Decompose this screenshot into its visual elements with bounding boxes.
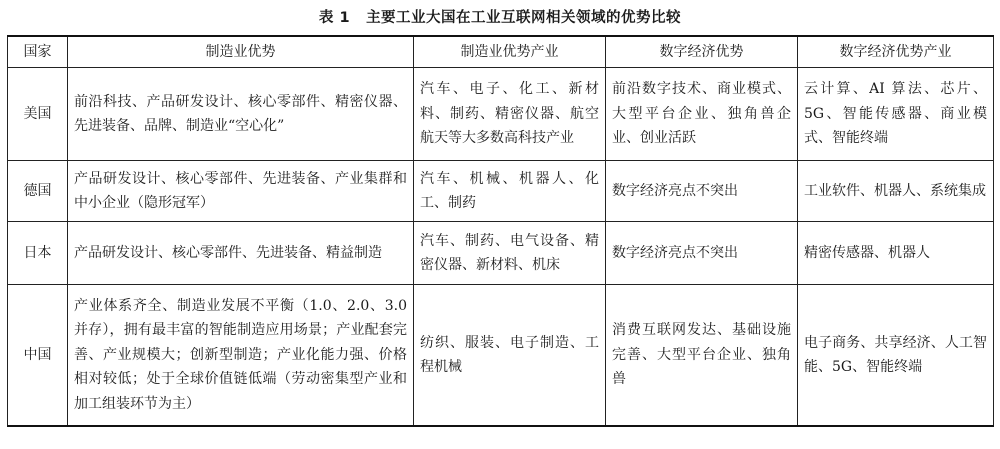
table-title: 主要工业大国在工业互联网相关领域的优势比较 xyxy=(366,10,682,26)
header-manufacturing-advantage: 制造业优势 xyxy=(68,36,414,68)
country-cell: 中国 xyxy=(8,285,68,427)
header-country: 国家 xyxy=(8,36,68,68)
manufacturing-advantage-cell: 产业体系齐全、制造业发展不平衡（1.0、2.0、3.0 并存），拥有最丰富的智能制造应用场景；产业配套完善、产业规模大；创新型制造；产业化能力强、价格相对较低；处于全球价值链低端（劳动密集型产业和加工组装环节为主） xyxy=(68,285,414,427)
header-manufacturing-industries: 制造业优势产业 xyxy=(414,36,606,68)
digital-advantage-cell: 前沿数字技术、商业模式、大型平台企业、独角兽企业、创业活跃 xyxy=(606,68,798,161)
manufacturing-industries-cell: 汽车、电子、化工、新材料、制药、精密仪器、航空航天等大多数高科技产业 xyxy=(414,68,606,161)
digital-advantage-cell: 数字经济亮点不突出 xyxy=(606,222,798,285)
manufacturing-industries-cell: 汽车、制药、电气设备、精密仪器、新材料、机床 xyxy=(414,222,606,285)
country-cell: 日本 xyxy=(8,222,68,285)
manufacturing-advantage-cell: 前沿科技、产品研发设计、核心零部件、精密仪器、先进装备、品牌、制造业“空心化” xyxy=(68,68,414,161)
table-row-germany xyxy=(8,161,994,222)
digital-industries-cell: 电子商务、共享经济、人工智能、5G、智能终端 xyxy=(798,285,994,427)
digital-advantage-cell: 数字经济亮点不突出 xyxy=(606,161,798,222)
header-digital-industries: 数字经济优势产业 xyxy=(798,36,994,68)
table-caption xyxy=(0,6,1000,27)
digital-industries-cell: 精密传感器、机器人 xyxy=(798,222,994,285)
comparison-table xyxy=(7,35,994,427)
manufacturing-industries-cell: 汽车、机械、机器人、化工、制药 xyxy=(414,161,606,222)
manufacturing-advantage-cell: 产品研发设计、核心零部件、先进装备、精益制造 xyxy=(68,222,414,285)
table-row-usa xyxy=(8,68,994,161)
country-cell: 美国 xyxy=(8,68,68,161)
table-number: 表 1 xyxy=(318,10,351,26)
country-cell: 德国 xyxy=(8,161,68,222)
table-row-china xyxy=(8,285,994,427)
digital-advantage-cell: 消费互联网发达、基础设施完善、大型平台企业、独角兽 xyxy=(606,285,798,427)
digital-industries-cell: 工业软件、机器人、系统集成 xyxy=(798,161,994,222)
manufacturing-advantage-cell: 产品研发设计、核心零部件、先进装备、产业集群和中小企业（隐形冠军） xyxy=(68,161,414,222)
header-row xyxy=(8,36,994,68)
digital-industries-cell: 云计算、AI 算法、芯片、5G、智能传感器、商业模式、智能终端 xyxy=(798,68,994,161)
manufacturing-industries-cell: 纺织、服装、电子制造、工程机械 xyxy=(414,285,606,427)
table-row-japan xyxy=(8,222,994,285)
header-digital-advantage: 数字经济优势 xyxy=(606,36,798,68)
